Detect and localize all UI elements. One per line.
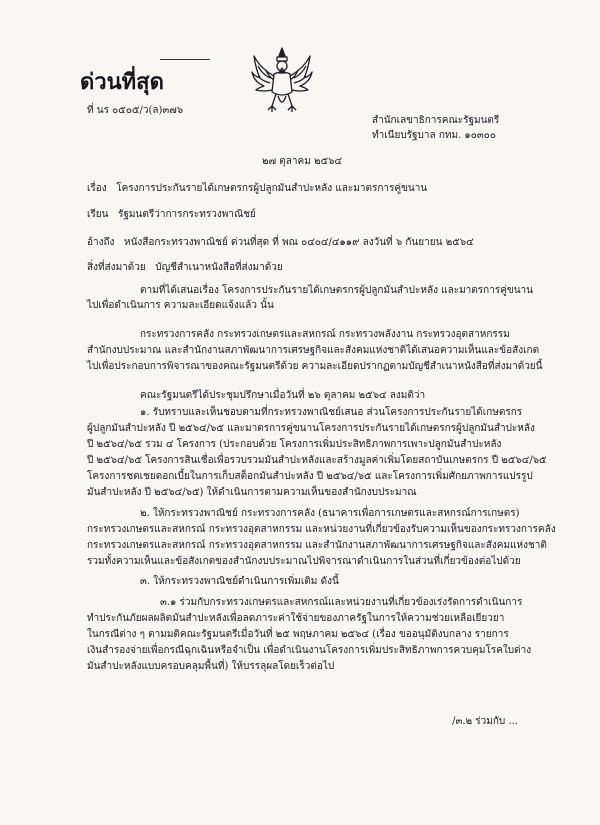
recipient-text: รัฐมนตรีว่าการกระทรวงพาณิชย์ (118, 209, 256, 220)
subject-label: เรื่อง (87, 183, 107, 194)
reference-line (87, 236, 474, 249)
paragraph-2-line-2: สำนักงบประมาณ และสำนักงานสภาพัฒนาการเศรษฐกิจและสังคมแห่งชาติได้เสนอความเห็นและข้อสังเกต (87, 345, 540, 356)
paragraph-1-line-1: ตามที่ได้เสนอเรื่อง โครงการประกันรายได้เกษตรกรผู้ปลูกมันสำปะหลัง และมาตรการคู่ขนาน (140, 285, 534, 296)
paragraph-2-line-3: ไปเพื่อประกอบการพิจารณาของคณะรัฐมนตรีด้วย ความละเอียดปรากฏตามบัญชีสำเนาหนังสือที่ส่งมาด้วยนี้ (87, 361, 543, 372)
enclosure-text: บัญชีสำเนาหนังสือที่ส่งมาด้วย (155, 262, 283, 273)
urgency-heading: ด่วนที่สุด (80, 70, 164, 95)
document-number: ที่ นร ๐๕๐๕/ว(ล)๓๗๖ (87, 105, 184, 116)
resolution-intro: คณะรัฐมนตรีได้ประชุมปรึกษาเมื่อวันที่ ๒๖ ตุลาคม ๒๕๖๔ ลงมติว่า (140, 390, 426, 401)
enclosure-line (87, 261, 283, 274)
item-2-line-2: กระทรวงเกษตรและสหกรณ์ กระทรวงอุตสาหกรรม และหน่วยงานที่เกี่ยวข้องรับความเห็นของกระทรวงการคลัง (87, 524, 556, 535)
subject-text: โครงการประกันรายได้เกษตรกรผู้ปลูกมันสำปะหลัง และมาตรการคู่ขนาน (116, 183, 428, 194)
paragraph-2-line-1: กระทรวงการคลัง กระทรวงเกษตรและสหกรณ์ กระทรวงพลังงาน กระทรวงอุตสาหกรรม (140, 329, 510, 340)
item-3-1-line-5: มันสำปะหลังแบบครอบคลุมพื้นที่) ให้บรรลุผลโดยเร็วต่อไป (87, 661, 335, 672)
item-1-line-2: ผู้ปลูกมันสำปะหลัง ปี ๒๕๖๔/๖๕ และมาตรการคู่ขนานโครงการประกันรายได้เกษตรกรผู้ปลูกมันสำปะหลัง (87, 423, 535, 434)
recipient-line (87, 208, 256, 221)
document-date: ๒๗ ตุลาคม ๒๕๖๔ (262, 156, 343, 167)
reference-label: อ้างถึง (87, 237, 115, 248)
issuer-address: ทำเนียบรัฐบาล กทม. ๑๐๓๐๐ (372, 130, 496, 141)
item-3-heading: ๓. ให้กระทรวงพาณิชย์ดำเนินการเพิ่มเติม ดังนี้ (140, 576, 339, 587)
item-1-line-5: โครงการชดเชยดอกเบี้ยในการเก็บสต็อกมันสำปะหลัง ปี ๒๕๖๔/๖๕ และโครงการเพิ่มศักยภาพการแปรรูป (87, 471, 533, 482)
subject-line (87, 182, 427, 195)
recipient-label: เรียน (87, 209, 109, 220)
issuer-office: สำนักเลขาธิการคณะรัฐมนตรี (372, 115, 500, 126)
continuation-note: /๓.๒ ร่วมกับ ... (452, 716, 518, 727)
item-2-line-4: รวมทั้งความเห็นและข้อสังเกตของสำนักงบประมาณไปพิจารณาดำเนินการในส่วนที่เกี่ยวข้องต่อไปด้วย (87, 556, 521, 567)
item-1-line-4: ปี ๒๕๖๔/๖๕ โครงการสินเชื่อเพื่อรวบรวมมันสำปะหลังและสร้างมูลค่าเพิ่มโดยสถาบันเกษตรกร ปี ๒๕๖๔/๖๕ (87, 455, 547, 466)
reference-text: หนังสือกระทรวงพาณิชย์ ด่วนที่สุด ที่ พณ ๐๔๐๔/๔๑๑๙ ลงวันที่ ๖ กันยายน ๒๕๖๔ (124, 237, 474, 248)
item-2-line-3: กระทรวงเกษตรและสหกรณ์ กระทรวงอุตสาหกรรม และสำนักงานสภาพัฒนาการเศรษฐกิจและสังคมแห่งชาติ (87, 540, 547, 551)
enclosure-label: สิ่งที่ส่งมาด้วย (87, 262, 146, 273)
item-1-line-6: มันสำปะหลัง ปี ๒๕๖๔/๖๕) ให้ดำเนินการตามความเห็นของสำนักงบประมาณ (87, 487, 417, 498)
garuda-emblem-icon (250, 46, 314, 116)
header-rule (160, 59, 210, 60)
paragraph-1-line-2: ไปเพื่อดำเนินการ ความละเอียดแจ้งแล้ว นั้น (87, 300, 274, 311)
item-1-line-3: ปี ๒๕๖๔/๖๕ รวม ๔ โครงการ (ประกอบด้วย โครงการเพิ่มประสิทธิภาพการเพาะปลูกมันสำปะหลัง (87, 439, 502, 450)
item-3-1-line-1: ๓.๑ ร่วมกับกระทรวงเกษตรและสหกรณ์และหน่วยงานที่เกี่ยวข้องเร่งรัดการดำเนินการ (160, 597, 523, 608)
item-1-line-1: ๑. รับทราบและเห็นชอบตามที่กระทรวงพาณิชย์เสนอ ส่วนโครงการประกันรายได้เกษตรกร (140, 407, 523, 418)
item-3-1-line-4: เงินสำรองจ่ายเพื่อกรณีฉุกเฉินหรือจำเป็น เพื่อดำเนินงานโครงการเพิ่มประสิทธิภาพการควบคุมโรคใบด่าง (87, 645, 532, 656)
item-2-line-1: ๒. ให้กระทรวงพาณิชย์ กระทรวงการคลัง (ธนาคารเพื่อการเกษตรและสหกรณ์การเกษตร) (140, 508, 520, 519)
item-3-1-line-3: ในกรณีต่าง ๆ ตามมติคณะรัฐมนตรีเมื่อวันที่ ๒๕ พฤษภาคม ๒๕๖๔ (เรื่อง ขออนุมัติงบกลาง รายการ (87, 629, 509, 640)
item-3-1-line-2: ทำประกันภัยผลผลิตมันสำปะหลังเพื่อลดภาระค่าใช้จ่ายของภาครัฐในการให้ความช่วยเหลือเยียวยา (87, 613, 505, 624)
